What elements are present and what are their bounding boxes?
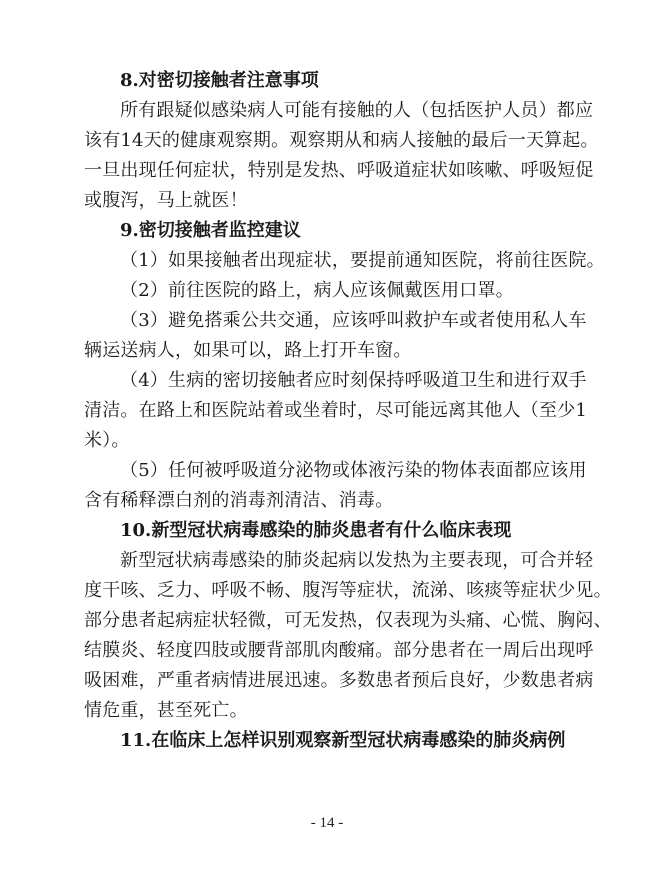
paragraph-line: 一旦出现任何症状，特别是发热、呼吸道症状如咳嗽、呼吸短促 xyxy=(84,160,594,181)
paragraph-line: 辆运送病人，如果可以，路上打开车窗。 xyxy=(84,340,412,361)
paragraph-line: （5）任何被呼吸道分泌物或体液污染的物体表面都应该用 xyxy=(120,460,587,481)
paragraph-line: 清洁。在路上和医院站着或坐着时，尽可能远离其他人（至少1 xyxy=(84,400,588,421)
paragraph-line: 米）。 xyxy=(84,430,130,451)
paragraph-line: （3）避免搭乘公共交通，应该呼叫救护车或者使用私人车 xyxy=(120,310,587,331)
document-body xyxy=(84,66,612,756)
paragraph-line: 新型冠状病毒感染的肺炎起病以发热为主要表现，可合并轻 xyxy=(120,550,594,571)
paragraph-line: 所有跟疑似感染病人可能有接触的人（包括医护人员）都应 xyxy=(120,100,594,121)
section-heading: 10.新型冠状病毒感染的肺炎患者有什么临床表现 xyxy=(120,520,512,541)
paragraph-line: （2）前往医院的路上，病人应该佩戴医用口罩。 xyxy=(120,280,514,301)
section-heading: 9.密切接触者监控建议 xyxy=(120,220,301,241)
paragraph-line: 该有14天的健康观察期。观察期从和病人接触的最后一天算起。 xyxy=(84,130,599,151)
paragraph-line: 度干咳、乏力、呼吸不畅、腹泻等症状，流涕、咳痰等症状少见。 xyxy=(84,580,612,601)
paragraph-line: 情危重，甚至死亡。 xyxy=(84,700,248,721)
paragraph-line: 吸困难，严重者病情进展迅速。多数患者预后良好，少数患者病 xyxy=(84,670,594,691)
paragraph-line: 结膜炎、轻度四肢或腰背部肌肉酸痛。部分患者在一周后出现呼 xyxy=(84,640,594,661)
paragraph-line: （4）生病的密切接触者应时刻保持呼吸道卫生和进行双手 xyxy=(120,370,587,391)
page-number: - 14 - xyxy=(310,815,344,831)
paragraph-line: 部分患者起病症状轻微，可无发热，仅表现为头痛、心慌、胸闷、 xyxy=(84,610,612,631)
section-heading: 11.在临床上怎样识别观察新型冠状病毒感染的肺炎病例 xyxy=(120,730,566,751)
paragraph-line: （1）如果接触者出现症状，要提前通知医院，将前往医院。 xyxy=(120,250,605,271)
section-heading: 8.对密切接触者注意事项 xyxy=(120,70,319,91)
paragraph-line: 或腹泻，马上就医！ xyxy=(84,190,248,211)
paragraph-line: 含有稀释漂白剂的消毒剂清洁、消毒。 xyxy=(84,490,394,511)
